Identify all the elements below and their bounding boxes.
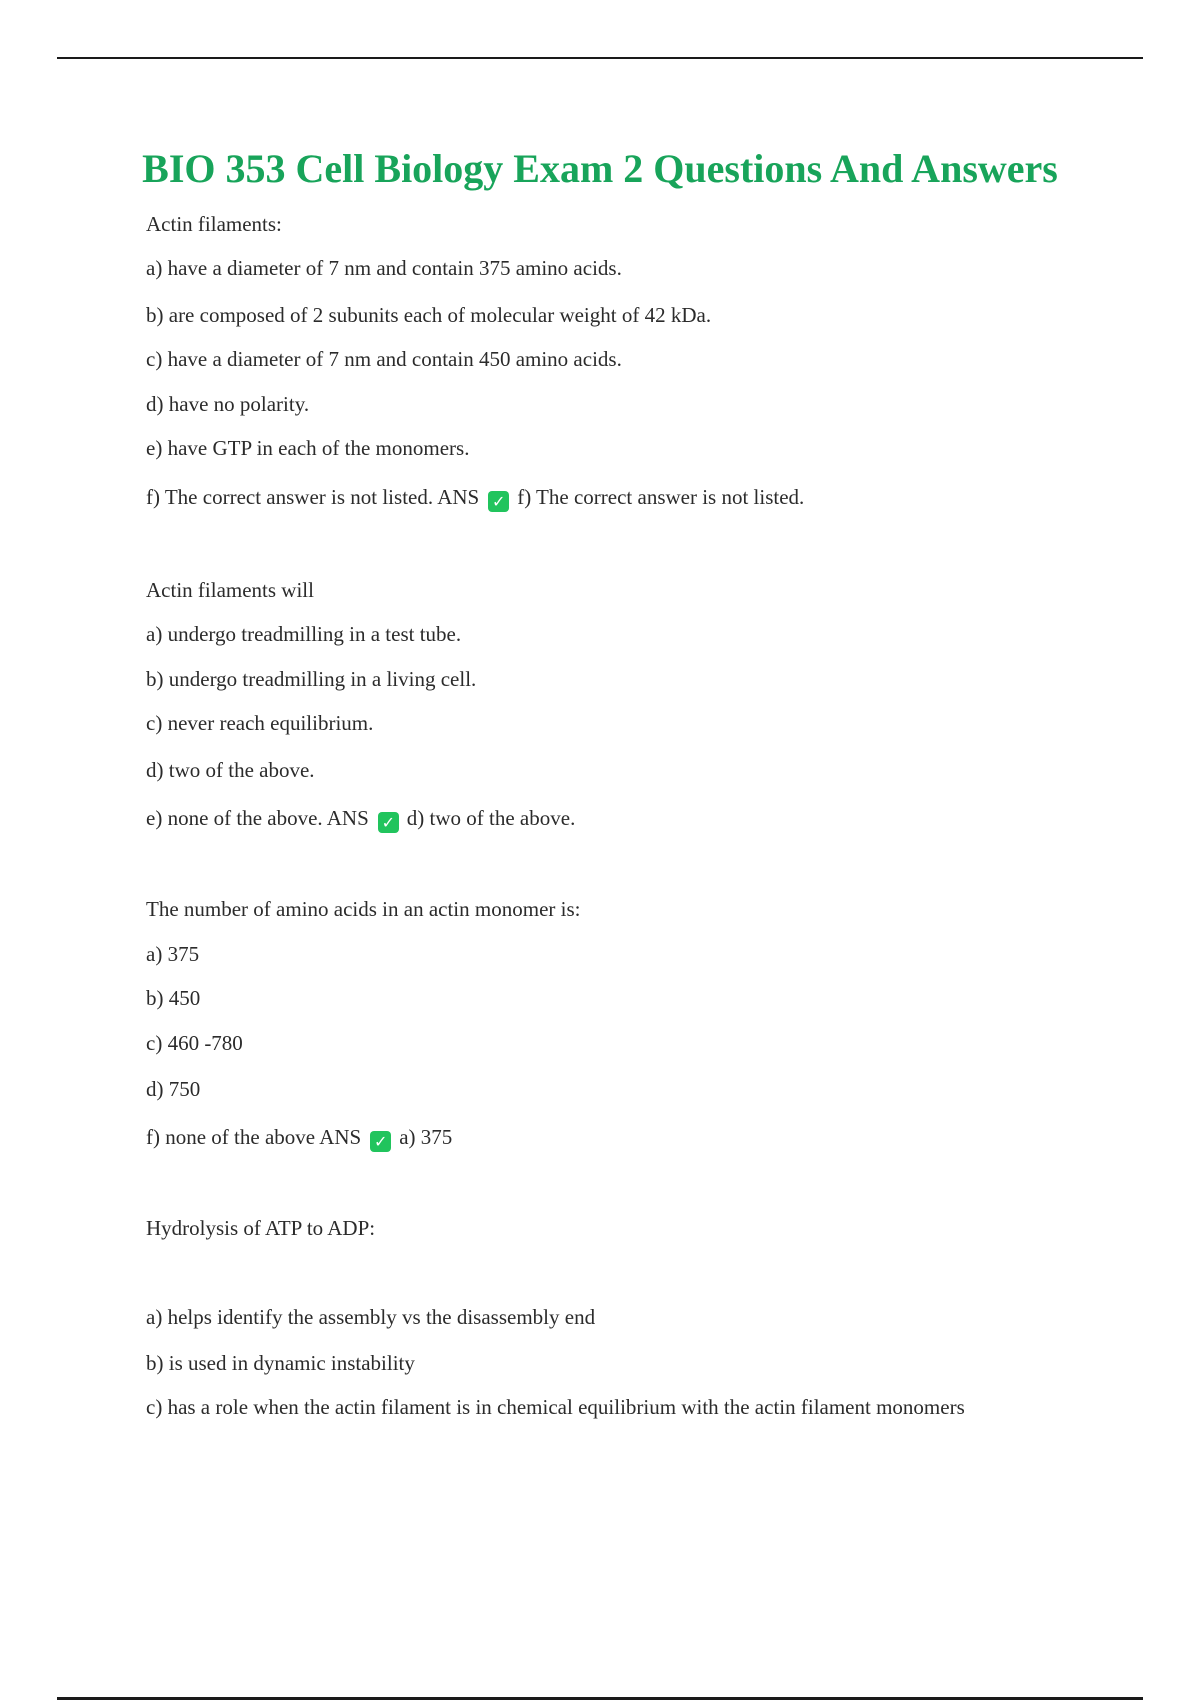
q2-option-b: b) undergo treadmilling in a living cell. [146, 667, 477, 691]
q3-option-d: d) 750 [146, 1077, 201, 1101]
q1-option-f: f) The correct answer is not listed. ANS [146, 485, 480, 509]
q2-answer-line [146, 804, 575, 833]
check-icon: ✓ [370, 1131, 391, 1152]
q3-option-a: a) 375 [146, 942, 200, 966]
q2-option-d: d) two of the above. [146, 758, 315, 782]
q2-answer: d) two of the above. [406, 806, 576, 830]
q3-answer: a) 375 [399, 1125, 453, 1149]
q1-option-c: c) have a diameter of 7 nm and contain 450 amino acids. [146, 347, 622, 371]
q4-option-c: c) has a role when the actin filament is in chemical equilibrium with the actin filament monomers [146, 1395, 965, 1419]
q1-option-d: d) have no polarity. [146, 392, 310, 416]
q4-option-b: b) is used in dynamic instability [146, 1351, 415, 1375]
check-icon: ✓ [488, 491, 509, 512]
top-rule [57, 57, 1143, 59]
q1-option-b: b) are composed of 2 subunits each of molecular weight of 42 kDa. [146, 303, 712, 327]
check-icon: ✓ [378, 812, 399, 833]
q1-stem: Actin filaments: [146, 212, 282, 236]
q2-option-c: c) never reach equilibrium. [146, 711, 374, 735]
document-title: BIO 353 Cell Biology Exam 2 Questions And Answers [142, 146, 1058, 191]
q3-option-c: c) 460 -780 [146, 1031, 243, 1055]
q1-option-e: e) have GTP in each of the monomers. [146, 436, 470, 460]
q1-option-a: a) have a diameter of 7 nm and contain 375 amino acids. [146, 256, 622, 280]
q1-answer: f) The correct answer is not listed. [517, 485, 805, 509]
q1-answer-line [146, 483, 804, 512]
q4-stem: Hydrolysis of ATP to ADP: [146, 1216, 376, 1240]
q3-stem: The number of amino acids in an actin monomer is: [146, 897, 581, 921]
q2-option-a: a) undergo treadmilling in a test tube. [146, 622, 462, 646]
q2-stem: Actin filaments will [146, 578, 314, 602]
q3-answer-line [146, 1123, 452, 1152]
q4-option-a: a) helps identify the assembly vs the disassembly end [146, 1305, 596, 1329]
q3-option-b: b) 450 [146, 986, 201, 1010]
q2-option-e: e) none of the above. ANS [146, 806, 369, 830]
q3-option-f: f) none of the above ANS [146, 1125, 362, 1149]
